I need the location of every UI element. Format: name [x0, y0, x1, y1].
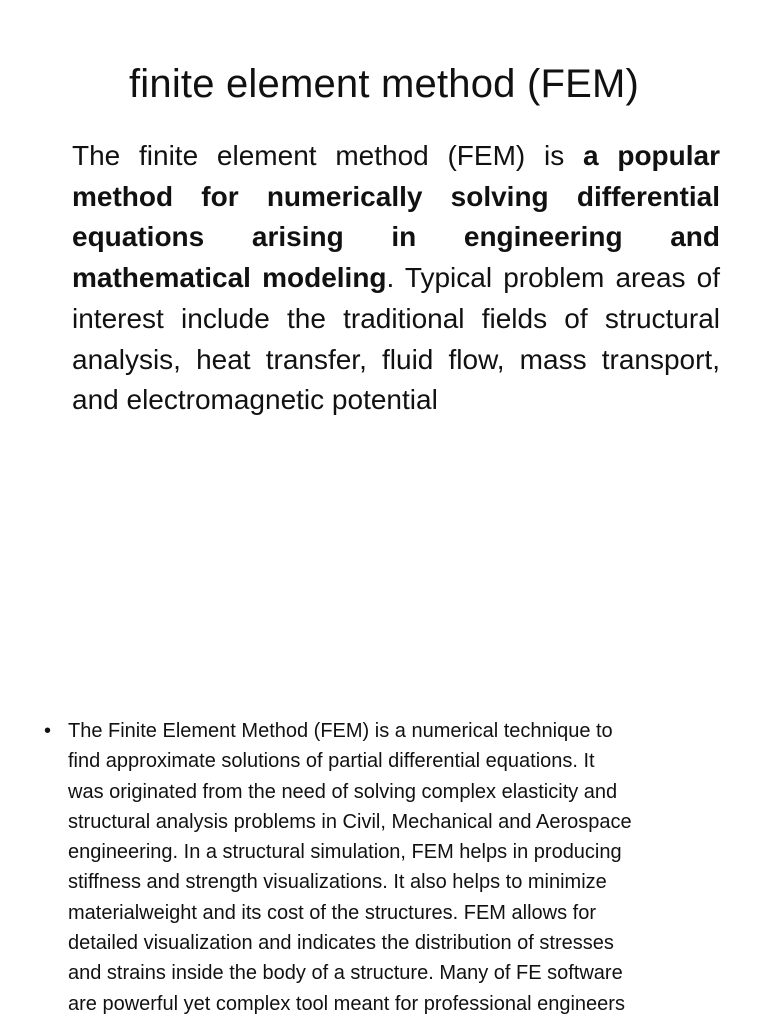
bullet-line: stiffness and strength visualizations. It also helps to minimize: [68, 871, 607, 894]
bullet-line: engineering. In a structural simulation, FEM helps in producing: [68, 841, 622, 864]
intro-paragraph: [72, 136, 720, 421]
bullet-line: and strains inside the body of a structure. Many of FE software: [68, 962, 623, 985]
intro-lead-text: The finite element method (FEM) is: [72, 140, 583, 171]
bullet-list: [40, 716, 730, 1019]
intro-tail-text: . Typical problem areas of interest include the traditional fields of structural analysis, heat transfer, fluid flow, mass transport, and electromagnetic potential: [72, 262, 720, 416]
bullet-line: detailed visualization and indicates the distribution of stresses: [68, 932, 614, 955]
bullet-line: was originated from the need of solving complex elasticity and: [68, 780, 618, 803]
slide-title: finite element method (FEM): [128, 62, 640, 106]
bullet-item: [40, 716, 730, 1019]
bullet-line: are powerful yet complex tool meant for professional engineers: [68, 992, 625, 1015]
intro-emphasis-text: a popular method for numerically solving differential equations arising in engineering and mathematical modeling: [72, 140, 721, 294]
bullet-line: structural analysis problems in Civil, Mechanical and Aerospace: [68, 810, 632, 833]
bullet-marker: •: [44, 720, 52, 742]
bullet-line: find approximate solutions of partial differential equations. It: [68, 750, 595, 773]
bullet-line: The Finite Element Method (FEM) is a numerical technique to: [68, 720, 613, 742]
bullet-line: materialweight and its cost of the structures. FEM allows for: [68, 901, 596, 924]
